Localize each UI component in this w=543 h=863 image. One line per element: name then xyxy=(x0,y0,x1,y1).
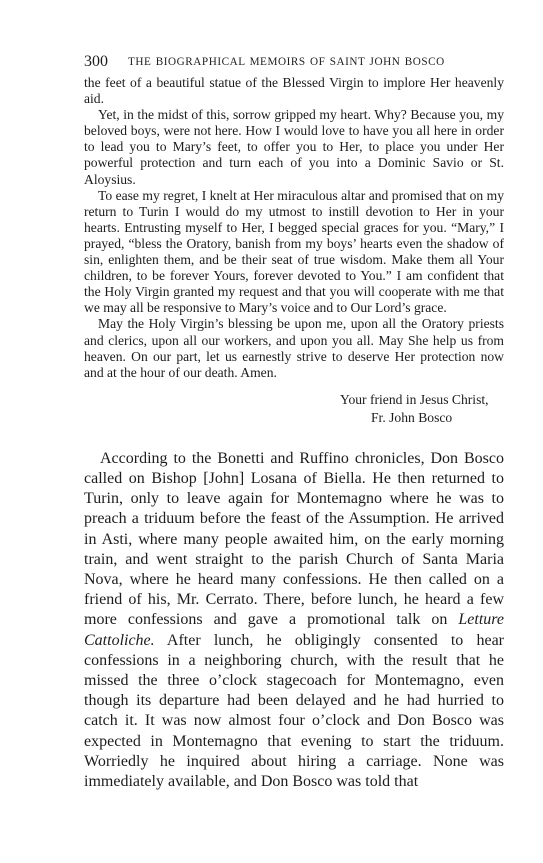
narrative-text-part: After lunch, he obligingly consented to hear confessions in a neighboring church, with the result that he missed the three o’clock stagecoach for Montemagno, even though its departure had been delayed and he had hurried to catch it. It was now almost four o’clock and Don Bosco was expected in Montemagno that evening to start the triduum. Worriedly he inquired about hiring a carriage. None was immediately available, and Don Bosco was told that xyxy=(84,631,504,791)
letter-paragraph: To ease my regret, I knelt at Her miraculous altar and promised that on my return to Turin I would do my utmost to instill devotion to Her in your hearts. Entrusting myself to Her, I begged special graces for you. “Mary,” I prayed, “bless the Oratory, banish from my boys’ hearts even the shadow of sin, enlighten them, and be their seat of true wisdom. Make them all Your children, to be forever Yours, forever devoted to You.” I am confident that the Holy Virgin granted my request and that you will cooperate with me that we may all be responsive to Mary’s voice and to Our Lord’s grace. xyxy=(84,187,504,316)
book-page xyxy=(84,50,504,792)
publication-title: Letture Cattoliche. xyxy=(84,611,504,649)
running-head xyxy=(84,50,504,74)
letter-text xyxy=(84,75,504,381)
letter-paragraph: May the Holy Virgin’s blessing be upon me, upon all the Oratory priests and clerics, upon all our workers, and upon you all. May She help us from heaven. On our part, let us earnestly strive to deserve Her protection now and at the hour of our death. Amen. xyxy=(84,316,504,380)
narrative-paragraph xyxy=(84,449,504,792)
letter-paragraph: Yet, in the midst of this, sorrow gripped my heart. Why? Because you, my beloved boys, were not here. How I would love to have you all here in order to lead you to Mary’s feet, to offer you to Her, to place you under Her powerful protection and turn each of you into a Dominic Savio or St. Aloysius. xyxy=(84,107,504,187)
narrative-text-part: According to the Bonetti and Ruffino chronicles, Don Bosco called on Bishop [John] Losana of Biella. He then returned to Turin, only to leave again for Montemagno where he was to preach a triduum before the feast of the Assumption. He arrived in Asti, where many people awaited him, on the early morning train, and went straight to the parish Church of Santa Maria Nova, where he heard many confessions. He then called on a friend of his, Mr. Cerrato. There, before lunch, he heard a few more confessions and gave a promotional talk on xyxy=(84,449,504,629)
page-number: 300 xyxy=(84,53,108,70)
letter-signature-name: Fr. John Bosco xyxy=(371,409,453,425)
running-title: THE BIOGRAPHICAL MEMOIRS OF SAINT JOHN BOSCO xyxy=(128,56,445,68)
letter-signoff: Your friend in Jesus Christ, xyxy=(340,391,489,407)
letter-paragraph: the feet of a beautiful statue of the Blessed Virgin to implore Her heavenly aid. xyxy=(84,75,504,107)
narrative-text xyxy=(84,449,504,792)
letter-signature xyxy=(84,391,504,427)
